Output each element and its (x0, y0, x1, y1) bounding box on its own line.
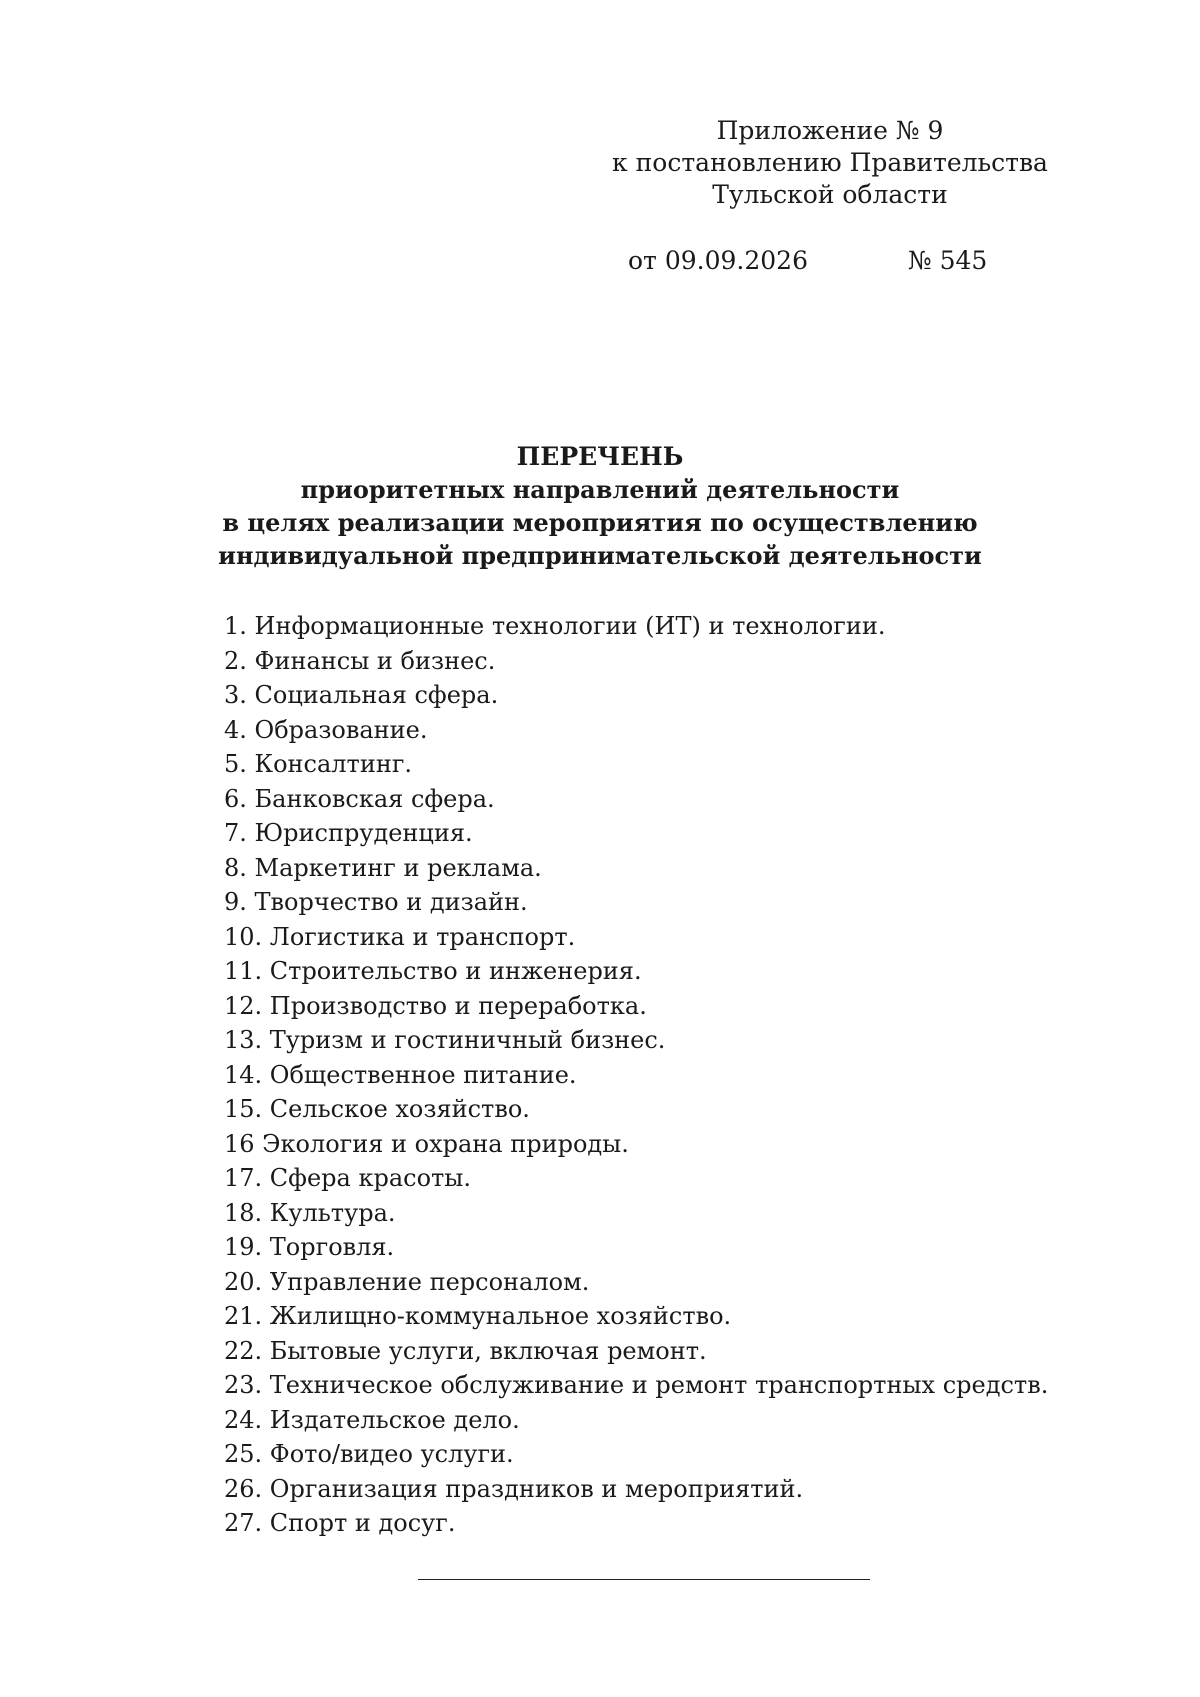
document-date: от 09.09.2026 (628, 246, 808, 275)
list-item: 11. Строительство и инженерия. (224, 957, 642, 985)
title-subtitle-line: индивидуальной предпринимательской деятельности (218, 541, 982, 570)
list-item: 12. Производство и переработка. (224, 991, 647, 1020)
list-item: 7. Юриспруденция. (224, 819, 473, 847)
appendix-line: к постановлению Правительства (612, 148, 1048, 177)
title-subtitle-line: в целях реализации мероприятия по осуществлению (222, 508, 978, 537)
list-item: 14. Общественное питание. (224, 1060, 577, 1089)
list-item: 21. Жилищно-коммунальное хозяйство. (224, 1302, 732, 1330)
title-subtitle-line: приоритетных направлений деятельности (300, 475, 900, 504)
document-title (200, 440, 1000, 572)
list-item: 24. Издательское дело. (224, 1405, 520, 1434)
list-item: 25. Фото/видео услуги. (224, 1440, 514, 1468)
closing-divider (418, 1579, 870, 1580)
list-item: 9. Творчество и дизайн. (224, 888, 528, 916)
list-item: 17. Сфера красоты. (224, 1164, 472, 1192)
list-item: 1. Информационные технологии (ИТ) и технологии. (224, 612, 886, 640)
list-item: 13. Туризм и гостиничный бизнес. (224, 1026, 666, 1054)
list-item: 20. Управление персоналом. (224, 1267, 590, 1296)
list-item: 23. Техническое обслуживание и ремонт транспортных средств. (224, 1371, 1049, 1399)
appendix-line: Приложение № 9 (716, 116, 944, 145)
list-item: 8. Маркетинг и реклама. (224, 853, 542, 882)
list-item: 26. Организация праздников и мероприятий. (224, 1474, 804, 1503)
document-number: № 545 (908, 246, 988, 275)
appendix-header (600, 115, 1060, 211)
list-item: 4. Образование. (224, 715, 428, 744)
list-item: 18. Культура. (224, 1198, 396, 1227)
priority-list (224, 609, 1048, 1541)
list-item: 27. Спорт и досуг. (224, 1509, 456, 1537)
list-item: 5. Консалтинг. (224, 750, 413, 778)
list-item: 22. Бытовые услуги, включая ремонт. (224, 1336, 707, 1365)
list-item: 2. Финансы и бизнес. (224, 646, 496, 675)
list-item: 19. Торговля. (224, 1233, 395, 1261)
title-heading: ПЕРЕЧЕНЬ (516, 442, 684, 471)
list-item: 6. Банковская сфера. (224, 784, 495, 813)
list-item: 3. Социальная сфера. (224, 681, 499, 709)
appendix-line: Тульской области (712, 180, 948, 209)
list-item: 16 Экология и охрана природы. (224, 1129, 629, 1158)
list-item: 15. Сельское хозяйство. (224, 1095, 530, 1123)
list-item: 10. Логистика и транспорт. (224, 922, 576, 951)
